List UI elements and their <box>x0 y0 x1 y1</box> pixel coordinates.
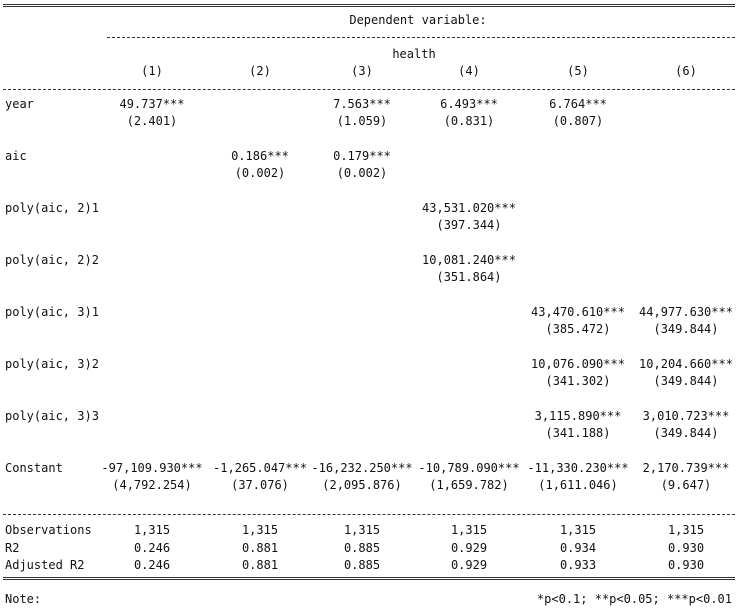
standard-error-cell: (9.647) <box>660 478 712 492</box>
standard-error-cell: (0.807) <box>552 114 604 128</box>
coefficient-cell: 10,204.660*** <box>639 357 733 371</box>
stat-value: 0.246 <box>133 541 171 555</box>
stats-top-rule <box>3 514 735 515</box>
standard-error-cell: (349.844) <box>653 426 719 440</box>
coefficient-cell: -11,330.230*** <box>527 461 629 475</box>
stat-value: 0.929 <box>450 541 488 555</box>
stat-value: 0.881 <box>241 558 279 572</box>
stat-value: 1,315 <box>450 523 488 537</box>
model-header: (1) <box>141 64 163 78</box>
bottom-double-rule <box>3 577 735 580</box>
row-label: poly(aic, 2)1 <box>5 201 99 215</box>
standard-error-cell: (1,611.046) <box>538 478 618 492</box>
standard-error-cell: (341.188) <box>545 426 611 440</box>
stat-value: 0.930 <box>667 558 705 572</box>
coefficient-cell: 44,977.630*** <box>639 305 733 319</box>
model-header: (5) <box>567 64 589 78</box>
dependent-variable-name: health <box>392 47 436 61</box>
coefficient-cell: 43,470.610*** <box>531 305 625 319</box>
header-bottom-rule <box>3 89 735 90</box>
coefficient-cell: -1,265.047*** <box>213 461 307 475</box>
row-label: year <box>5 97 34 111</box>
stat-value: 1,315 <box>133 523 171 537</box>
coefficient-cell: 10,081.240*** <box>422 253 516 267</box>
coefficient-cell: 6.764*** <box>549 97 607 111</box>
coefficient-cell: 6.493*** <box>440 97 498 111</box>
coefficient-cell: 0.186*** <box>231 149 289 163</box>
stat-value: 1,315 <box>667 523 705 537</box>
model-header: (3) <box>351 64 373 78</box>
standard-error-cell: (351.864) <box>436 270 502 284</box>
standard-error-cell: (397.344) <box>436 218 502 232</box>
dependent-variable-rule <box>107 37 735 38</box>
row-label: poly(aic, 2)2 <box>5 253 99 267</box>
row-label: Constant <box>5 461 63 475</box>
coefficient-cell: 0.179*** <box>333 149 391 163</box>
standard-error-cell: (2,095.876) <box>322 478 402 492</box>
row-label: poly(aic, 3)1 <box>5 305 99 319</box>
stat-value: 1,315 <box>241 523 279 537</box>
coefficient-cell: 2,170.739*** <box>642 461 730 475</box>
coefficient-cell: 3,010.723*** <box>642 409 730 423</box>
standard-error-cell: (4,792.254) <box>112 478 192 492</box>
coefficient-cell: 49.737*** <box>119 97 185 111</box>
standard-error-cell: (341.302) <box>545 374 611 388</box>
note-label: Note: <box>5 592 42 606</box>
model-header: (2) <box>249 64 271 78</box>
model-header: (6) <box>675 64 697 78</box>
stat-value: 1,315 <box>559 523 597 537</box>
standard-error-cell: (0.002) <box>234 166 286 180</box>
row-label: aic <box>5 149 27 163</box>
stat-value: 0.885 <box>343 541 381 555</box>
top-double-rule <box>3 4 735 7</box>
standard-error-cell: (1.059) <box>336 114 388 128</box>
coefficient-cell: -16,232.250*** <box>311 461 413 475</box>
coefficient-cell: -10,789.090*** <box>418 461 520 475</box>
row-label: poly(aic, 3)2 <box>5 357 99 371</box>
coefficient-cell: -97,109.930*** <box>101 461 203 475</box>
stat-value: 0.930 <box>667 541 705 555</box>
standard-error-cell: (349.844) <box>653 374 719 388</box>
model-header: (4) <box>458 64 480 78</box>
stat-value: 0.881 <box>241 541 279 555</box>
significance-note: *p<0.1; **p<0.05; ***p<0.01 <box>536 592 732 606</box>
coefficient-cell: 7.563*** <box>333 97 391 111</box>
stat-value: 1,315 <box>343 523 381 537</box>
stat-value: 0.929 <box>450 558 488 572</box>
standard-error-cell: (0.002) <box>336 166 388 180</box>
stat-value: 0.246 <box>133 558 171 572</box>
standard-error-cell: (385.472) <box>545 322 611 336</box>
dependent-variable-label: Dependent variable: <box>349 13 487 27</box>
stat-value: 0.934 <box>559 541 597 555</box>
stat-label: Adjusted R2 <box>5 558 85 572</box>
coefficient-cell: 3,115.890*** <box>534 409 622 423</box>
stat-value: 0.885 <box>343 558 381 572</box>
row-label: poly(aic, 3)3 <box>5 409 99 423</box>
standard-error-cell: (2.401) <box>126 114 178 128</box>
standard-error-cell: (37.076) <box>231 478 289 492</box>
standard-error-cell: (349.844) <box>653 322 719 336</box>
stat-label: R2 <box>5 541 20 555</box>
coefficient-cell: 10,076.090*** <box>531 357 625 371</box>
standard-error-cell: (1,659.782) <box>429 478 509 492</box>
standard-error-cell: (0.831) <box>443 114 495 128</box>
stat-value: 0.933 <box>559 558 597 572</box>
stat-label: Observations <box>5 523 92 537</box>
coefficient-cell: 43,531.020*** <box>422 201 516 215</box>
